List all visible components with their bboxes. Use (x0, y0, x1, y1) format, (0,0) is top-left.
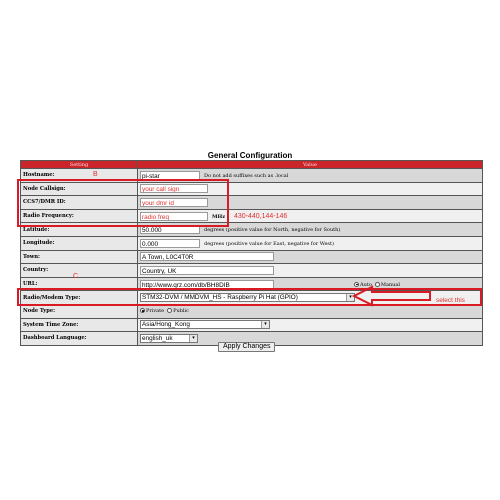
private-label: Private (146, 308, 165, 315)
longitude-row (21, 236, 483, 250)
language-select-value: english_uk (142, 334, 173, 342)
timezone-select[interactable] (140, 320, 270, 329)
public-radio[interactable] (167, 308, 172, 313)
callsign-label: Node Callsign: (21, 182, 138, 196)
annotation-b: B (93, 171, 98, 178)
ccs7-label: CCS7/DMR ID: (21, 196, 138, 210)
annotation-c: C (73, 273, 79, 280)
country-row (21, 264, 483, 278)
left-arrow-icon (352, 283, 432, 307)
language-label: Dashboard Language: (21, 332, 138, 346)
annotation-select-this: select this (436, 297, 465, 304)
latitude-hint: degrees (positive value for North, negative for South) (204, 227, 341, 234)
url-input[interactable]: http://www.qrz.com/db/BH8DIB (140, 280, 274, 289)
country-input[interactable]: Country, UK (140, 266, 274, 275)
latitude-input[interactable]: 50.000 (140, 225, 200, 234)
value-header: Value (138, 161, 483, 169)
timezone-label: System Time Zone: (21, 318, 138, 332)
hostname-label: Hostname: (21, 169, 138, 183)
url-manual-label: Manual (380, 281, 400, 288)
frequency-label: Radio Frequency: (21, 209, 138, 223)
callsign-annotation-box (17, 179, 229, 227)
latitude-label: Latitude: (21, 223, 138, 237)
town-row (21, 250, 483, 264)
country-label: Country: (21, 264, 138, 278)
private-radio[interactable] (140, 308, 145, 313)
longitude-input[interactable]: 0.000 (140, 239, 200, 248)
longitude-label: Longitude: (21, 236, 138, 250)
frequency-unit: MHz (212, 213, 226, 220)
hostname-input[interactable]: pi-star (140, 171, 200, 180)
chevron-down-icon: ▾ (261, 321, 269, 328)
setting-header: Setting (21, 161, 138, 169)
chevron-down-icon: ▾ (346, 294, 354, 301)
longitude-hint: degrees (positive value for East, negative for West) (204, 240, 334, 247)
url-label: URL: (21, 277, 138, 291)
apply-changes-button[interactable]: Apply Changes (218, 342, 275, 352)
town-input[interactable]: A Town, L0C4T0R (140, 252, 274, 261)
hostname-hint: Do not add suffixes such as .local (204, 172, 289, 179)
timezone-select-value: Asia/Hong_Kong (142, 321, 190, 329)
ccs7-input[interactable]: your dmr id (140, 198, 208, 207)
language-select[interactable] (140, 334, 198, 343)
url-auto-label: Auto (360, 281, 372, 288)
modem-select-value: STM32-DVM / MMDVM_HS - Raspberry Pi Hat (GPIO) (142, 294, 298, 302)
modem-label: Radio/Modem Type: (21, 291, 138, 305)
annotation-freq-range: 430-440,144-146 (234, 213, 288, 220)
public-label: Public (173, 308, 189, 315)
timezone-row (21, 318, 483, 332)
frequency-input[interactable]: radio freq (140, 212, 208, 221)
chevron-down-icon: ▾ (189, 335, 197, 342)
page-title: General Configuration (207, 151, 293, 160)
callsign-input[interactable]: your call sign (140, 184, 208, 193)
header-row (21, 161, 483, 169)
town-label: Town: (21, 250, 138, 264)
nodetype-label: Node Type: (21, 304, 138, 318)
